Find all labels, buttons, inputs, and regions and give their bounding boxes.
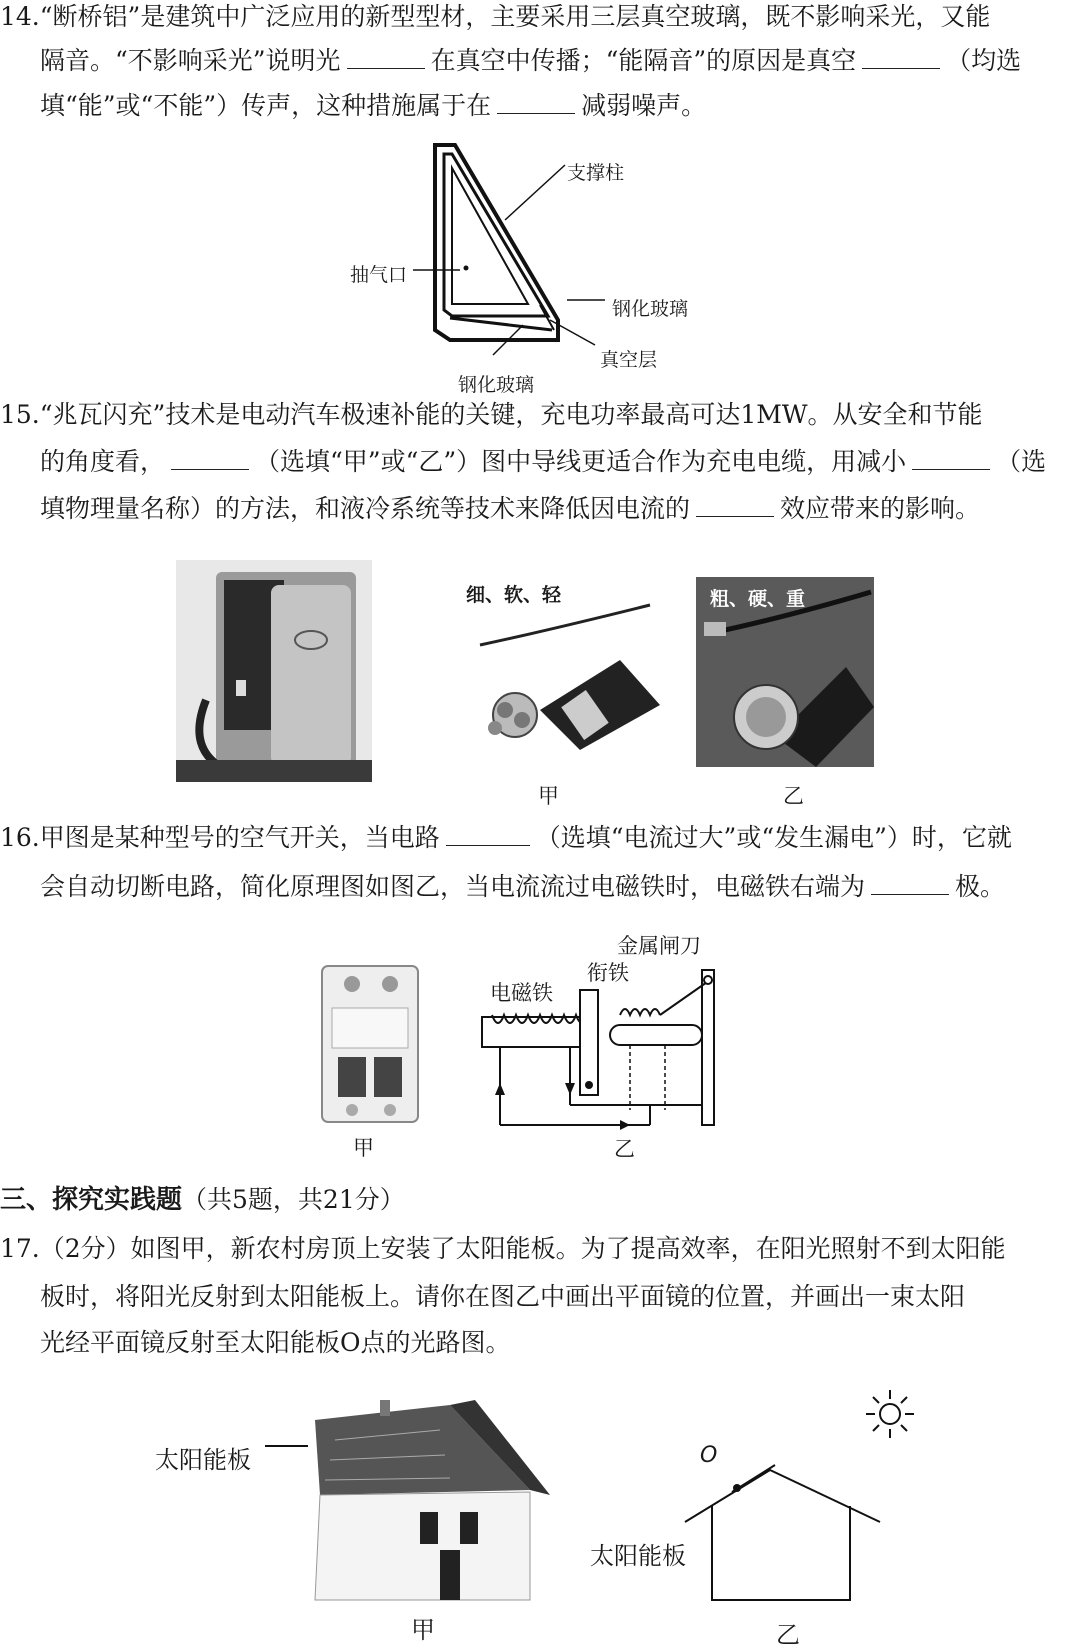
label-figure-jia: 甲 xyxy=(411,1616,435,1644)
label-point-o: O xyxy=(700,1443,718,1468)
answer-blank[interactable] xyxy=(347,46,425,69)
q16-line-2: 会自动切断电路，简化原理图如图乙，当电流流过电磁铁时，电磁铁右端为 极。 xyxy=(40,872,1006,901)
label-tempered-glass-bottom: 钢化玻璃 xyxy=(458,374,535,396)
q15-line-3: 填物理量名称）的方法，和液冷系统等技术来降低因电流的 效应带来的影响。 xyxy=(40,494,981,523)
answer-blank[interactable] xyxy=(862,46,940,69)
house-photo xyxy=(260,1400,560,1605)
q14-line-2: 隔音。“不影响采光”说明光 在真空中传播；“能隔音”的原因是真空 （均选 xyxy=(40,46,1022,75)
answer-blank[interactable] xyxy=(696,494,774,517)
label-thick-cable: 粗、硬、重 xyxy=(710,588,806,610)
label-electromagnet: 电磁铁 xyxy=(490,981,553,1005)
label-tempered-glass-right: 钢化玻璃 xyxy=(612,298,689,320)
label-figure-yi: 乙 xyxy=(783,784,804,808)
q16-line-1: 16.甲图是某种型号的空气开关，当电路 （选填“电流过大”或“发生漏电”）时，它就 xyxy=(0,823,1012,852)
q15-line-2: 的角度看， （选填“甲”或“乙”）图中导线更适合作为充电电缆，用减小 （选 xyxy=(40,447,1047,476)
q17-line-2: 板时，将阳光反射到太阳能板上。请你在图乙中画出平面镜的位置，并画出一束太阳 xyxy=(40,1282,966,1311)
label-armature: 衔铁 xyxy=(587,961,629,985)
house-schematic xyxy=(680,1440,890,1620)
label-thin-cable: 细、软、轻 xyxy=(466,584,562,606)
answer-blank[interactable] xyxy=(446,823,530,846)
section-3-heading: 三、探究实践题（共5题，共21分） xyxy=(0,1185,405,1215)
label-figure-jia: 甲 xyxy=(353,1136,374,1160)
label-figure-yi: 乙 xyxy=(776,1621,800,1649)
charging-station-photo xyxy=(176,560,372,782)
answer-blank[interactable] xyxy=(171,447,249,470)
label-figure-yi: 乙 xyxy=(614,1137,635,1161)
answer-blank[interactable] xyxy=(912,447,990,470)
thin-cable-photo xyxy=(470,600,670,750)
label-solar-panel-left: 太阳能板 xyxy=(155,1446,251,1474)
breaker-circuit-diagram xyxy=(470,945,750,1135)
label-vacuum-layer: 真空层 xyxy=(600,349,658,371)
answer-blank[interactable] xyxy=(497,91,575,114)
label-vent: 抽气口 xyxy=(350,264,408,286)
answer-blank[interactable] xyxy=(871,872,949,895)
q17-line-3: 光经平面镜反射至太阳能板O点的光路图。 xyxy=(40,1328,511,1357)
figure-leader-lines xyxy=(395,140,695,370)
q17-line-1: 17.（2分）如图甲，新农村房顶上安装了太阳能板。为了提高效率，在阳光照射不到太阳能 xyxy=(0,1234,1006,1263)
q14-line-1: 14.“断桥铝”是建筑中广泛应用的新型型材，主要采用三层真空玻璃，既不影响采光，又能 xyxy=(0,2,991,31)
label-solar-panel-right: 太阳能板 xyxy=(590,1542,686,1570)
label-support-column: 支撑柱 xyxy=(567,162,625,184)
air-switch-photo xyxy=(318,962,422,1126)
label-figure-jia: 甲 xyxy=(538,784,559,808)
q15-line-1: 15.“兆瓦闪充”技术是电动汽车极速补能的关键，充电功率最高可达1MW。从安全和节能 xyxy=(0,400,983,429)
q14-line-3: 填“能”或“不能”）传声，这种措施属于在 减弱噪声。 xyxy=(40,91,707,120)
sun-icon xyxy=(864,1388,916,1440)
label-metal-knife: 金属闸刀 xyxy=(617,934,701,958)
